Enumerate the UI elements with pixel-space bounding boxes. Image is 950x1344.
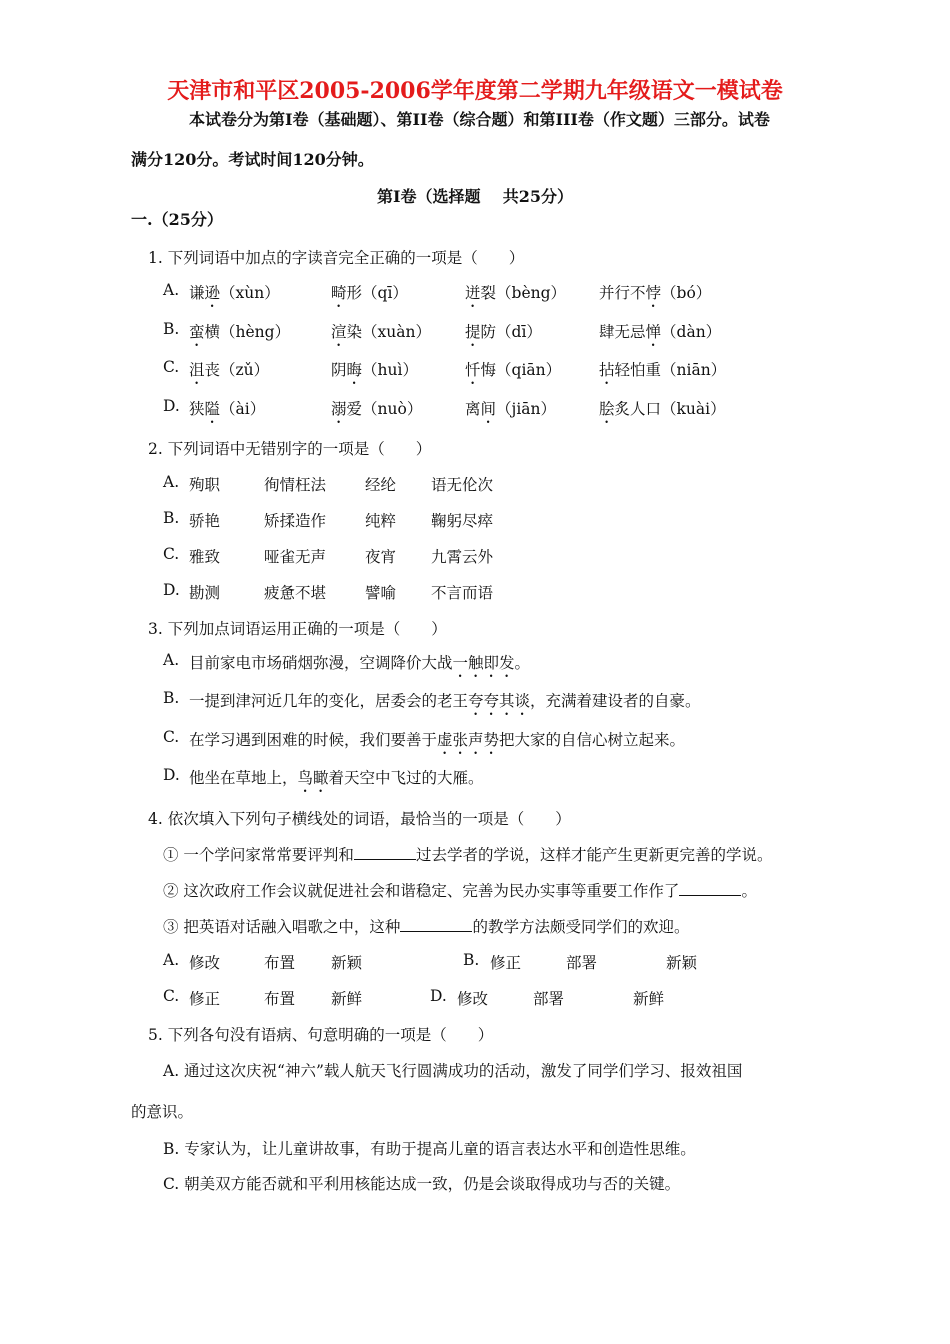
word-part-pinyin: 爱（nuò） [346, 400, 423, 418]
q4-option-word: 修正 [189, 990, 221, 1008]
question-4-sentence-3 [163, 915, 689, 937]
q2-option-word: 经纶 [365, 476, 397, 494]
q4-option-word: 新颖 [331, 954, 363, 972]
dotted-character: 畸 [331, 284, 347, 302]
word-part: 阴 [331, 361, 347, 379]
word-part: 肆无忌 [599, 323, 646, 341]
sentence-1-pre: ① 一个学问家常常要评判和 [163, 846, 354, 864]
dotted-phrase: 夸夸其谈 [468, 692, 531, 710]
q3-option-letter: D. [163, 766, 180, 784]
q3-option-sentence [189, 766, 484, 796]
dotted-character: 沮 [189, 361, 205, 379]
q2-option-word: 夜宵 [365, 548, 397, 566]
q2-option-letter: C. [163, 545, 180, 563]
word-part-pinyin: （ài） [220, 400, 266, 418]
question-5-stem: 5. 下列各句没有语病、句意明确的一项是（ ） [148, 1026, 494, 1044]
fill-blank-2 [679, 881, 741, 896]
q1-option-word [599, 281, 711, 311]
q1-option-letter: B. [163, 320, 180, 338]
sentence-post: 。 [514, 654, 531, 672]
word-part-pinyin: 裂（bèng） [480, 284, 567, 302]
q4-option-word: 新颖 [666, 954, 698, 972]
word-part-pinyin: 形（qī） [346, 284, 408, 302]
q4-option-word: 部署 [533, 990, 565, 1008]
q2-option-word: 雅致 [189, 548, 221, 566]
dotted-character: 隘 [204, 400, 221, 418]
word-part-pinyin: （jiān） [496, 400, 557, 418]
q2-option-word: 语无伦次 [431, 476, 494, 494]
q1-option-word [599, 320, 721, 350]
sentence-post: 把大家的自信心树立起来。 [499, 731, 686, 749]
q2-option-word: 矫揉造作 [264, 512, 327, 530]
question-4-stem: 4. 依次填入下列句子横线处的词语，最恰当的一项是（ ） [148, 810, 571, 828]
q2-option-word: 徇情枉法 [264, 476, 327, 494]
word-part-pinyin: 炙人口（kuài） [614, 400, 726, 418]
word-part-pinyin: 染（xuàn） [346, 323, 431, 341]
q2-option-word: 勘测 [189, 584, 221, 602]
exam-title: 天津市和平区2005-2006学年度第二学期九年级语文一模试卷 [167, 78, 783, 104]
question-5-option-b: B. 专家认为，让儿童讲故事，有助于提高儿童的语言表达水平和创造性思维。 [163, 1140, 696, 1158]
word-part-pinyin: 悔（qiān） [480, 361, 562, 379]
question-4-sentence-1 [163, 843, 772, 865]
fill-blank-3 [400, 917, 472, 932]
dotted-character: 晦 [346, 361, 363, 379]
sentence-pre: 一提到津河近几年的变化，居委会的老王 [189, 692, 469, 710]
dotted-character: 迸 [465, 284, 481, 302]
word-part-pinyin: （bó） [661, 284, 712, 302]
q4-option-letter: A. [163, 951, 180, 969]
q4-option-word: 布置 [264, 990, 296, 1008]
q3-option-sentence [189, 689, 701, 719]
word-part: 狭 [189, 400, 205, 418]
sentence-post: ，充满着建设者的自豪。 [530, 692, 701, 710]
word-part-pinyin: 防（dī） [480, 323, 542, 341]
question-5-option-a-line-1: A. 通过这次庆祝“神六”载人航天飞行圆满成功的活动，激发了同学们学习、报效祖国 [163, 1062, 743, 1080]
q4-option-letter: C. [163, 987, 180, 1005]
q1-option-word [331, 281, 408, 311]
q4-option-word: 修改 [457, 990, 489, 1008]
q1-option-word [465, 281, 566, 311]
dotted-character: 悖 [645, 284, 662, 302]
q4-option-word: 新鲜 [331, 990, 363, 1008]
dotted-phrase: 一触即发 [452, 654, 515, 672]
q2-option-word: 九霄云外 [431, 548, 494, 566]
word-part-pinyin: （dàn） [661, 323, 722, 341]
dotted-character: 间 [480, 400, 497, 418]
q4-option-word: 修改 [189, 954, 221, 972]
section-heading: 第Ⅰ卷（选择题 共25分） [376, 187, 574, 206]
word-part: 离 [465, 400, 481, 418]
dotted-phrase: 虚张声势 [437, 731, 500, 749]
q1-option-word [465, 397, 556, 427]
q1-option-word [599, 358, 726, 388]
q3-option-letter: A. [163, 651, 180, 669]
sentence-1-post: 过去学者的学说，这样才能产生更新更完善的学说。 [415, 846, 773, 864]
q4-option-word: 修正 [490, 954, 522, 972]
q1-option-word [331, 397, 422, 427]
word-part-pinyin: 丧（zǔ） [204, 361, 270, 379]
q4-option-word: 部署 [566, 954, 598, 972]
q4-option-word: 新鲜 [633, 990, 665, 1008]
q2-option-letter: D. [163, 581, 180, 599]
q1-option-letter: D. [163, 397, 180, 415]
dotted-character: 蛮 [189, 323, 205, 341]
q2-option-word: 殉职 [189, 476, 221, 494]
q2-option-word: 譬喻 [365, 584, 397, 602]
dotted-character: 提 [465, 323, 481, 341]
q2-option-word: 纯粹 [365, 512, 397, 530]
question-5-option-c: C. 朝美双方能否就和平利用核能达成一致，仍是会谈取得成功与否的关键。 [163, 1175, 681, 1193]
question-5-option-a-line-2: 的意识。 [131, 1103, 194, 1121]
sentence-3-post: 的教学方法颇受同学们的欢迎。 [472, 918, 690, 936]
intro-line-2: 满分120分。考试时间120分钟。 [131, 150, 374, 169]
question-3-stem: 3. 下列加点词语运用正确的一项是（ ） [148, 620, 447, 638]
dotted-character: 脍 [599, 400, 615, 418]
q1-option-word [189, 281, 280, 311]
sentence-3-pre: ③ 把英语对话融入唱歌之中，这种 [163, 918, 401, 936]
q2-option-word: 骄艳 [189, 512, 221, 530]
q1-option-letter: C. [163, 358, 180, 376]
sentence-pre: 目前家电市场硝烟弥漫，空调降价大战 [189, 654, 453, 672]
question-1-stem: 1. 下列词语中加点的字读音完全正确的一项是（ ） [148, 249, 525, 267]
q2-option-letter: A. [163, 473, 180, 491]
q3-option-sentence [189, 651, 530, 681]
q2-option-letter: B. [163, 509, 180, 527]
fill-blank-1 [354, 845, 416, 860]
dotted-character: 惮 [645, 323, 662, 341]
q1-option-word [465, 358, 561, 388]
q1-option-word [331, 320, 431, 350]
q1-option-word [599, 397, 726, 427]
q4-option-letter: D. [430, 987, 447, 1005]
sentence-2-post: 。 [741, 882, 757, 900]
q1-option-word [189, 397, 265, 427]
sentence-pre: 他坐在草地上， [189, 769, 298, 787]
q2-option-word: 疲惫不堪 [264, 584, 327, 602]
q1-option-word [331, 358, 418, 388]
q3-option-letter: C. [163, 728, 180, 746]
word-part-pinyin: （huì） [362, 361, 418, 379]
question-2-stem: 2. 下列词语中无错别字的一项是（ ） [148, 440, 432, 458]
q1-option-word [465, 320, 542, 350]
q4-option-word: 布置 [264, 954, 296, 972]
sentence-pre: 在学习遇到困难的时候，我们要善于 [189, 731, 438, 749]
q1-option-word [189, 320, 290, 350]
dotted-character: 忏 [465, 361, 481, 379]
dotted-character: 拈 [599, 361, 615, 379]
q2-option-word: 哑雀无声 [264, 548, 327, 566]
dotted-phrase: 鸟瞰 [297, 769, 329, 787]
q2-option-word: 不言而语 [431, 584, 494, 602]
q1-option-letter: A. [163, 281, 180, 299]
word-part-pinyin: 横（hèng） [204, 323, 291, 341]
q3-option-letter: B. [163, 689, 180, 707]
sentence-2-pre: ② 这次政府工作会议就促进社会和谐稳定、完善为民办实事等重要工作作了 [163, 882, 680, 900]
sentence-post: 着天空中飞过的大雁。 [328, 769, 484, 787]
word-part: 并行不 [599, 284, 646, 302]
q2-option-word: 鞠躬尽瘁 [431, 512, 494, 530]
word-part-pinyin: 轻怕重（niān） [614, 361, 727, 379]
q4-option-letter: B. [463, 951, 480, 969]
word-part: 谦 [189, 284, 205, 302]
dotted-character: 逊 [204, 284, 221, 302]
question-4-sentence-2 [163, 879, 757, 901]
q3-option-sentence [189, 728, 685, 758]
dotted-character: 渲 [331, 323, 347, 341]
intro-line-1: 本试卷分为第Ⅰ卷（基础题）、第II卷（综合题）和第III卷（作文题）三部分。试卷 [189, 110, 770, 129]
q1-option-word [189, 358, 269, 388]
dotted-character: 溺 [331, 400, 347, 418]
word-part-pinyin: （xùn） [220, 284, 280, 302]
part-heading: 一.（25分） [131, 210, 223, 229]
